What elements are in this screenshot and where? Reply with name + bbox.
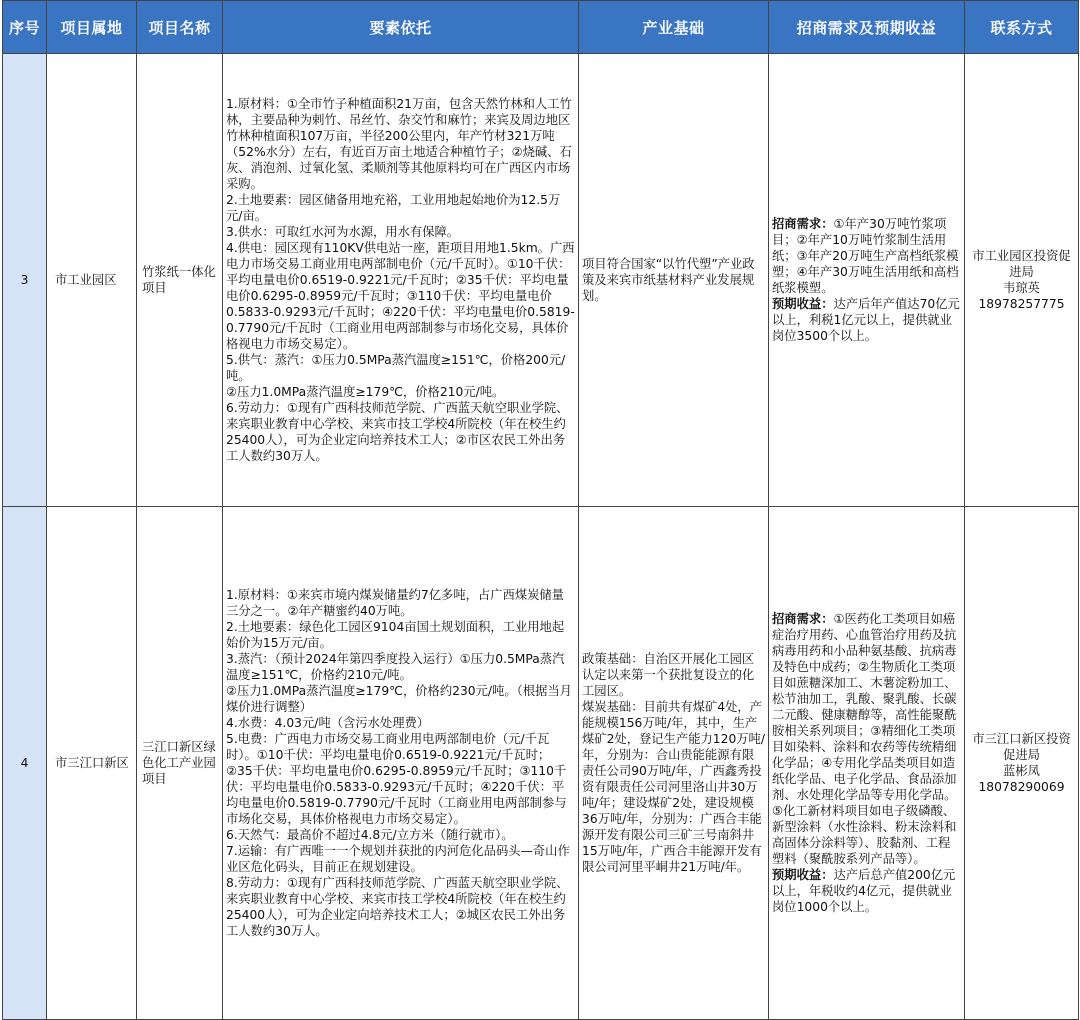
benefit-line — [772, 867, 961, 915]
factor-line: 4.供电：园区现有110KV供电站一座，距项目用地1.5km。广西电力市场交易工商业用电两部制电价（元/千瓦时）。①10千伏：平均电量电价0.6519-0.9221元/千瓦时；②35千伏：平均电量电价0.6295-0.8959元/千瓦时；③110千伏：平均电量电价0.5833-0.9293元/千瓦时；④220千伏：平均电量电价0.5819-0.7790元/千瓦时（工商业用电两部制参与市场化交易，具体价格视电力市场交易定）。 — [226, 241, 575, 351]
row-project-name: 竹浆纸一体化项目 — [137, 54, 223, 507]
factor-line: 3.蒸汽：（预计2024年第四季度投入运行）①压力0.5MPa蒸汽温度≥151℃，价格约210元/吨。 — [226, 652, 565, 682]
row-demand — [769, 54, 965, 507]
contact-phone: 18078290069 — [978, 780, 1065, 794]
demand-label: 招商需求： — [772, 217, 834, 231]
benefit-text: 达产后总产值200亿元以上，年税收约4亿元，提供就业岗位1000个以上。 — [772, 868, 956, 914]
benefit-label: 预期收益： — [772, 297, 834, 311]
factor-line: 7.运输：有广西唯一一个规划并获批的内河危化品码头—奇山作业区危化码头，目前正在规划建设。 — [226, 844, 570, 874]
row-seq: 4 — [3, 507, 47, 1020]
row-factors — [223, 507, 579, 1020]
basis-line: 政策基础：自治区开展化工园区认定以来第一个获批复设立的化工园区。 — [582, 652, 755, 698]
factor-line: 5.电费：广西电力市场交易工商业用电两部制电价（元/千瓦时）。①10千伏：平均电量电价0.6519-0.9221元/千瓦时；②35千伏：平均电量电价0.6295-0.8959元/千瓦时；③110千伏：平均电量电价0.5833-0.9293元/千瓦时；④220千伏：平均电量电价0.5819-0.7790元/千瓦时（工商业用电两部制参与市场化交易，具体价格视电力市场交易定）。 — [226, 732, 567, 826]
row-contact — [965, 54, 1079, 507]
row-project-name: 三江口新区绿色化工产业园项目 — [137, 507, 223, 1020]
factor-line: 4.水费：4.03元/吨（含污水处理费） — [226, 716, 430, 730]
demand-line — [772, 611, 961, 867]
header-demand: 招商需求及预期收益 — [769, 1, 965, 54]
row-industry-basis: 项目符合国家“以竹代塑”产业政策及来宾市纸基材料产业发展规划。 — [579, 54, 769, 507]
header-factors: 要素依托 — [223, 1, 579, 54]
factor-line: ②压力1.0MPa蒸汽温度≥179℃，价格约230元/吨。（根据当月煤价进行调整） — [226, 684, 572, 714]
contact-phone: 18978257775 — [978, 297, 1065, 311]
row-location: 市三江口新区 — [47, 507, 137, 1020]
row-industry-basis — [579, 507, 769, 1020]
factor-line: 3.供水：可取红水河为水源，用水有保障。 — [226, 225, 460, 239]
demand-label: 招商需求： — [772, 612, 834, 626]
header-row — [3, 1, 1079, 54]
benefit-label: 预期收益： — [772, 868, 834, 882]
benefit-line — [772, 296, 961, 344]
contact-org: 市工业园区投资促进局 — [972, 249, 1071, 279]
row-location: 市工业园区 — [47, 54, 137, 507]
header-seq: 序号 — [3, 1, 47, 54]
factor-line: 6.天然气：最高价不超过4.8元/立方米（随行就市）。 — [226, 828, 514, 842]
factor-line: 1.原材料：①全市竹子种植面积21万亩，包含天然竹林和人工竹林，主要品种为剌竹、吊丝竹、杂交竹和麻竹；来宾及周边地区竹林种植面积107万亩，半径200公里内，年产竹材321万吨（52%水分）左右，有近百万亩土地适合种植竹子；②烧碱、石灰、消泡剂、过氧化氢、柔顺剂等其他原料均可在广西区内市场采购。 — [226, 97, 572, 191]
table-row — [3, 54, 1079, 507]
factor-line: 2.土地要素：园区储备用地充裕，工业用地起始地价为12.5万元/亩。 — [226, 193, 561, 223]
basis-line: 煤炭基础：目前共有煤矿4处，产能规模156万吨/年，其中，生产煤矿2处，登记生产能力120万吨/年，分别为：合山贵能能源有限责任公司90万吨/年，广西鑫秀投资有限责任公司河里洛山井30万吨/年；建设煤矿2处，建设规模36万吨/年，分别为：广西合丰能源开发有限公司三矿三号南斜井15万吨/年，广西合丰能源开发有限公司河里平峒井21万吨/年。 — [582, 700, 766, 874]
factor-line: 5.供气：蒸汽：①压力0.5MPa蒸汽温度≥151℃，价格200元/吨。 — [226, 353, 566, 383]
demand-line — [772, 216, 961, 296]
contact-org: 市三江口新区投资促进局 — [972, 732, 1071, 762]
contact-person: 韦琼英 — [1003, 281, 1040, 295]
header-project-name: 项目名称 — [137, 1, 223, 54]
header-industry-basis: 产业基础 — [579, 1, 769, 54]
table-row — [3, 507, 1079, 1020]
factor-line: 8.劳动力：①现有广西科技师范学院、广西蓝天航空职业学院、来宾职业教育中心学校、来宾市技工学校4所院校（年在校生约25400人），可为企业定向培养技术工人；②城区农民工外出务工人数约30万人。 — [226, 876, 569, 938]
row-seq: 3 — [3, 54, 47, 507]
factor-line: 6.劳动力：①现有广西科技师范学院、广西蓝天航空职业学院、来宾职业教育中心学校、来宾市技工学校4所院校（年在校生约25400人），可为企业定向培养技术工人；②市区农民工外出务工人数约30万人。 — [226, 401, 569, 463]
row-contact — [965, 507, 1079, 1020]
benefit-text: 达产后年产值达70亿元以上，利税1亿元以上，提供就业岗位3500个以上。 — [772, 297, 960, 343]
row-demand — [769, 507, 965, 1020]
contact-person: 蓝彬凤 — [1003, 764, 1040, 778]
factor-line: 1.原材料：①来宾市境内煤炭储量约7亿多吨，占广西煤炭储量三分之一。②年产糖蜜约40万吨。 — [226, 588, 565, 618]
header-location: 项目属地 — [47, 1, 137, 54]
investment-projects-table — [2, 0, 1079, 1020]
factor-line: 2.土地要素：绿色化工园区9104亩国土规划面积，工业用地起始价为15万元/亩。 — [226, 620, 565, 650]
factor-line: ②压力1.0MPa蒸汽温度≥179℃，价格210元/吨。 — [226, 385, 505, 399]
row-factors — [223, 54, 579, 507]
demand-text: ①医药化工类项目如癌症治疗用药、心血管治疗用药及抗病毒用药和小品种氨基酸、抗病毒及特色中成药；②生物质化工类项目如蔗糖深加工、木薯淀粉加工、松节油加工，乳酸、聚乳酸、长碳二元酸、健康糖醇等，高性能聚酰胺相关系列项目；③精细化工类项目如染料、涂料和农药等传统精细化学品；④专用化学品类项目如造纸化学品、电子化学品、食品添加剂、水处理化学品等专用化学品。⑤化工新材料项目如电子级磷酸、新型涂料（水性涂料、粉末涂料和高固体分涂料等）、胶黏剂、工程塑料（聚酰胺系列产品等）。 — [772, 612, 957, 866]
header-contact: 联系方式 — [965, 1, 1079, 54]
demand-text: ①年产30万吨竹浆项目；②年产10万吨竹浆制生活用纸；③年产20万吨生产高档纸浆模塑；④年产30万吨生活用纸和高档纸浆模塑。 — [772, 217, 959, 295]
